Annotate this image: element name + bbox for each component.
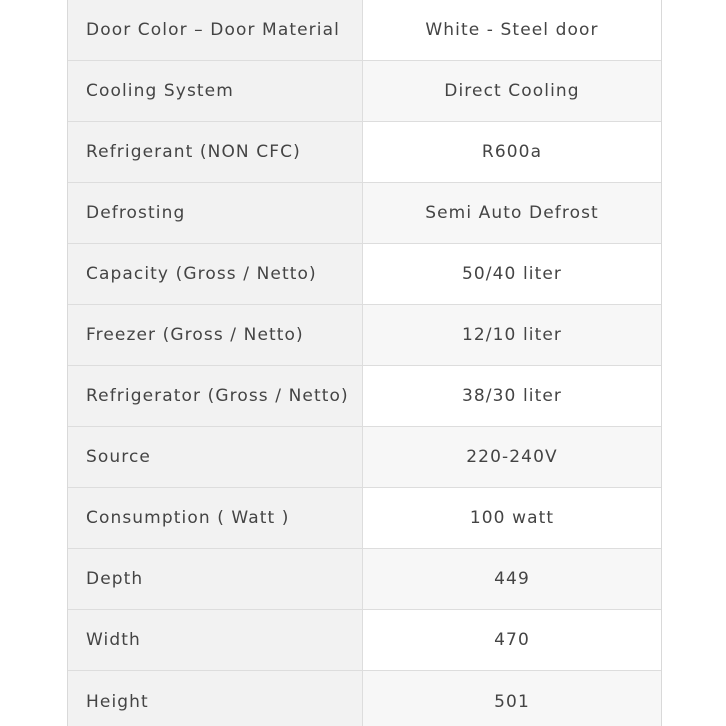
spec-value: 100 watt xyxy=(363,488,661,548)
table-row xyxy=(68,0,661,61)
spec-value: 50/40 liter xyxy=(363,244,661,304)
spec-value: 470 xyxy=(363,610,661,670)
spec-label: Capacity (Gross / Netto) xyxy=(68,244,363,304)
spec-label: Defrosting xyxy=(68,183,363,243)
spec-label: Consumption ( Watt ) xyxy=(68,488,363,548)
spec-value: 12/10 liter xyxy=(363,305,661,365)
spec-value: White - Steel door xyxy=(363,0,661,60)
spec-label: Source xyxy=(68,427,363,487)
spec-label: Depth xyxy=(68,549,363,609)
spec-value: 220-240V xyxy=(363,427,661,487)
table-row xyxy=(68,244,661,305)
spec-label: Refrigerator (Gross / Netto) xyxy=(68,366,363,426)
spec-value: 38/30 liter xyxy=(363,366,661,426)
table-row xyxy=(68,366,661,427)
spec-table xyxy=(67,0,662,726)
spec-label: Height xyxy=(68,671,363,726)
spec-value: Direct Cooling xyxy=(363,61,661,121)
table-row xyxy=(68,183,661,244)
spec-value: 449 xyxy=(363,549,661,609)
table-row xyxy=(68,610,661,671)
table-row xyxy=(68,488,661,549)
table-row xyxy=(68,427,661,488)
table-row xyxy=(68,671,661,726)
spec-value: R600a xyxy=(363,122,661,182)
spec-value: Semi Auto Defrost xyxy=(363,183,661,243)
table-row xyxy=(68,122,661,183)
spec-label: Cooling System xyxy=(68,61,363,121)
spec-label: Freezer (Gross / Netto) xyxy=(68,305,363,365)
spec-value: 501 xyxy=(363,671,661,726)
table-row xyxy=(68,61,661,122)
spec-label: Width xyxy=(68,610,363,670)
table-row xyxy=(68,549,661,610)
table-row xyxy=(68,305,661,366)
spec-label: Refrigerant (NON CFC) xyxy=(68,122,363,182)
spec-label: Door Color – Door Material xyxy=(68,0,363,60)
